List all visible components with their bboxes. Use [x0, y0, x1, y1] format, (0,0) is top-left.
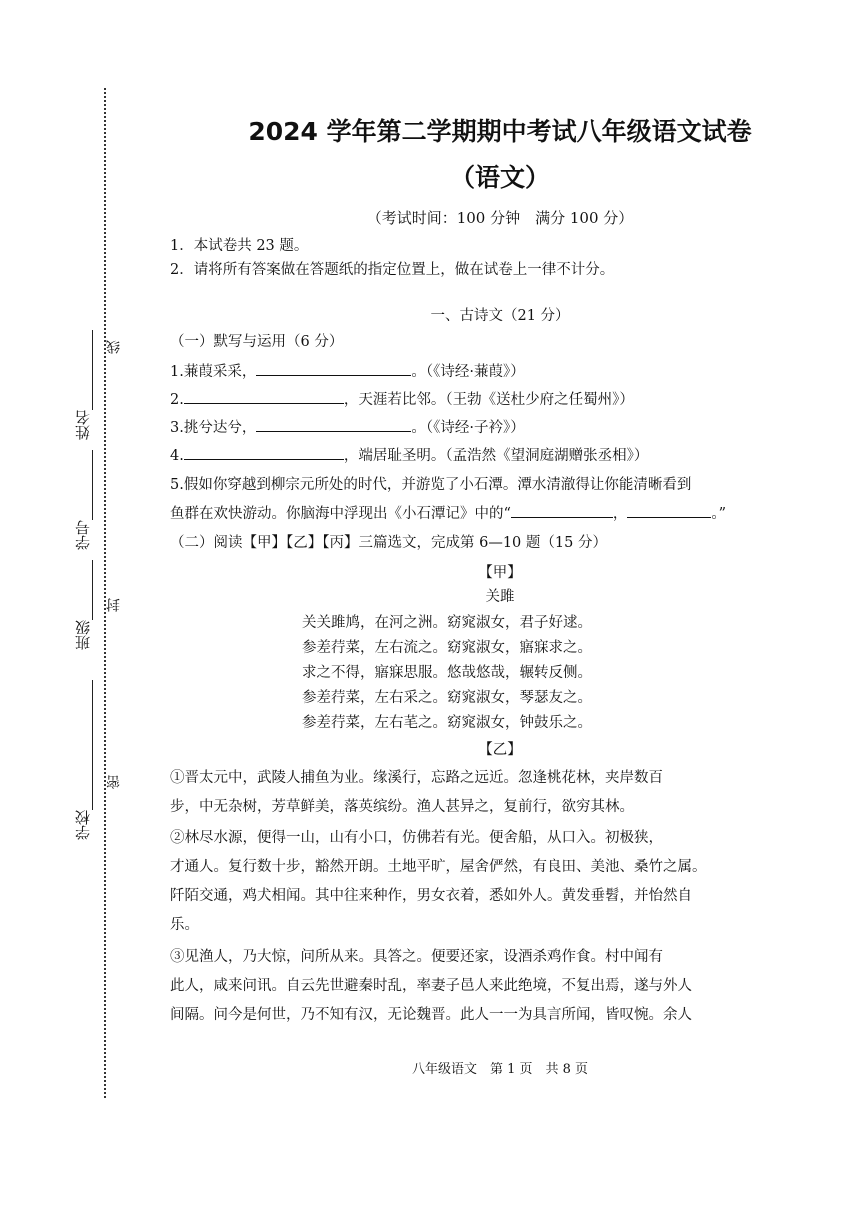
- q1-prefix: 1.蒹葭采采，: [170, 364, 257, 380]
- exam-subtitle: （语文）: [449, 163, 550, 192]
- q4-prefix: 4.: [170, 448, 184, 464]
- q5-prefix: 鱼群在欢快游动。你脑海中浮现出《小石潭记》中的“: [170, 506, 511, 522]
- part1-heading: （一）默写与运用（6 分）: [170, 334, 344, 350]
- q3-blank[interactable]: [256, 417, 411, 432]
- yi-p2-line-1: ②林尽水源，便得一山，山有小口，仿佛若有光。便舍船，从口入。初极狭，: [170, 830, 663, 846]
- yi-p2-line-4: 乐。: [170, 917, 199, 933]
- jia-label: 【甲】: [478, 565, 522, 581]
- question-2: [170, 388, 634, 409]
- section1-heading: 一、古诗文（21 分）: [430, 308, 570, 324]
- poem-title: 关雎: [485, 589, 515, 605]
- school-label: 学校: [74, 810, 92, 840]
- q4-suffix: ，端居耻圣明。（孟浩然《望洞庭湖赠张丞相》）: [343, 448, 649, 464]
- part2-heading: （二）阅读【甲】【乙】【丙】三篇选文，完成第 6—10 题（15 分）: [170, 535, 607, 551]
- name-label: 姓名: [74, 410, 92, 440]
- question-5-line2: [170, 502, 726, 523]
- student-id-label: 学号: [74, 520, 92, 550]
- q3-prefix: 3.挑兮达兮，: [170, 420, 257, 436]
- q2-blank[interactable]: [184, 389, 344, 404]
- yi-p2-line-2: 才通人。复行数十步，豁然开朗。土地平旷，屋舍俨然，有良田、美池、桑竹之属。: [170, 859, 707, 875]
- question-5-line1: 5.假如你穿越到柳宗元所处的时代，并游览了小石潭。潭水清澈得让你能清晰看到: [170, 477, 692, 493]
- q5-suffix: 。”: [711, 506, 727, 522]
- question-1: [170, 360, 525, 381]
- q4-blank[interactable]: [184, 445, 344, 460]
- poem-line-1: 关关雎鸠，在河之洲。窈窕淑女，君子好逑。: [302, 615, 592, 631]
- seal-mark-xian: 线: [106, 340, 122, 354]
- student-id-field[interactable]: [92, 450, 93, 520]
- instruction-2: 2．请将所有答案做在答题纸的指定位置上，做在试卷上一律不计分。: [170, 262, 615, 278]
- seal-mark-feng: 封: [106, 598, 122, 612]
- poem-line-4: 参差荇菜，左右采之。窈窕淑女，琴瑟友之。: [302, 690, 592, 706]
- exam-info: （考试时间：100 分钟 满分 100 分）: [366, 209, 634, 227]
- q2-prefix: 2.: [170, 392, 184, 408]
- question-4: [170, 444, 648, 465]
- class-label: 班级: [74, 620, 92, 650]
- class-field[interactable]: [92, 560, 93, 620]
- q5-blank-2[interactable]: [627, 503, 711, 518]
- q1-blank[interactable]: [256, 361, 411, 376]
- name-field[interactable]: [92, 330, 93, 410]
- poem-line-2: 参差荇菜，左右流之。窈窕淑女，寤寐求之。: [302, 640, 592, 656]
- q5-separator: ，: [612, 506, 628, 522]
- binding-dotted-line: [104, 88, 106, 1098]
- school-field[interactable]: [92, 680, 93, 810]
- q2-suffix: ，天涯若比邻。（王勃《送杜少府之任蜀州》）: [343, 392, 634, 408]
- exam-title: 2024 学年第二学期期中考试八年级语文试卷: [248, 117, 752, 146]
- q1-suffix: 。（《诗经·蒹葭》）: [411, 364, 525, 380]
- yi-p3-line-1: ③见渔人，乃大惊，问所从来。具答之。便要还家，设酒杀鸡作食。村中闻有: [170, 949, 663, 965]
- q3-suffix: 。（《诗经·子衿》）: [411, 420, 525, 436]
- seal-mark-mi: 密: [106, 775, 122, 789]
- yi-p1-line-1: ①晋太元中，武陵人捕鱼为业。缘溪行，忘路之远近。忽逢桃花林，夹岸数百: [170, 770, 663, 786]
- page-footer: 八年级语文 第 1 页 共 8 页: [411, 1062, 589, 1077]
- poem-line-5: 参差荇菜，左右芼之。窈窕淑女，钟鼓乐之。: [302, 715, 592, 731]
- yi-p3-line-2: 此人，咸来问讯。自云先世避秦时乱，率妻子邑人来此绝境，不复出焉，遂与外人: [170, 978, 692, 994]
- instruction-1: 1．本试卷共 23 题。: [170, 238, 309, 254]
- poem-line-3: 求之不得，寤寐思服。悠哉悠哉，辗转反侧。: [302, 665, 592, 681]
- yi-p2-line-3: 阡陌交通，鸡犬相闻。其中往来种作，男女衣着，悉如外人。黄发垂髫，并怡然自: [170, 888, 692, 904]
- question-3: [170, 416, 525, 437]
- yi-p3-line-3: 间隔。问今是何世，乃不知有汉，无论魏晋。此人一一为具言所闻，皆叹惋。余人: [170, 1007, 692, 1023]
- q5-blank-1[interactable]: [511, 503, 613, 518]
- yi-label: 【乙】: [478, 742, 522, 758]
- yi-p1-line-2: 步，中无杂树，芳草鲜美，落英缤纷。渔人甚异之，复前行，欲穷其林。: [170, 799, 634, 815]
